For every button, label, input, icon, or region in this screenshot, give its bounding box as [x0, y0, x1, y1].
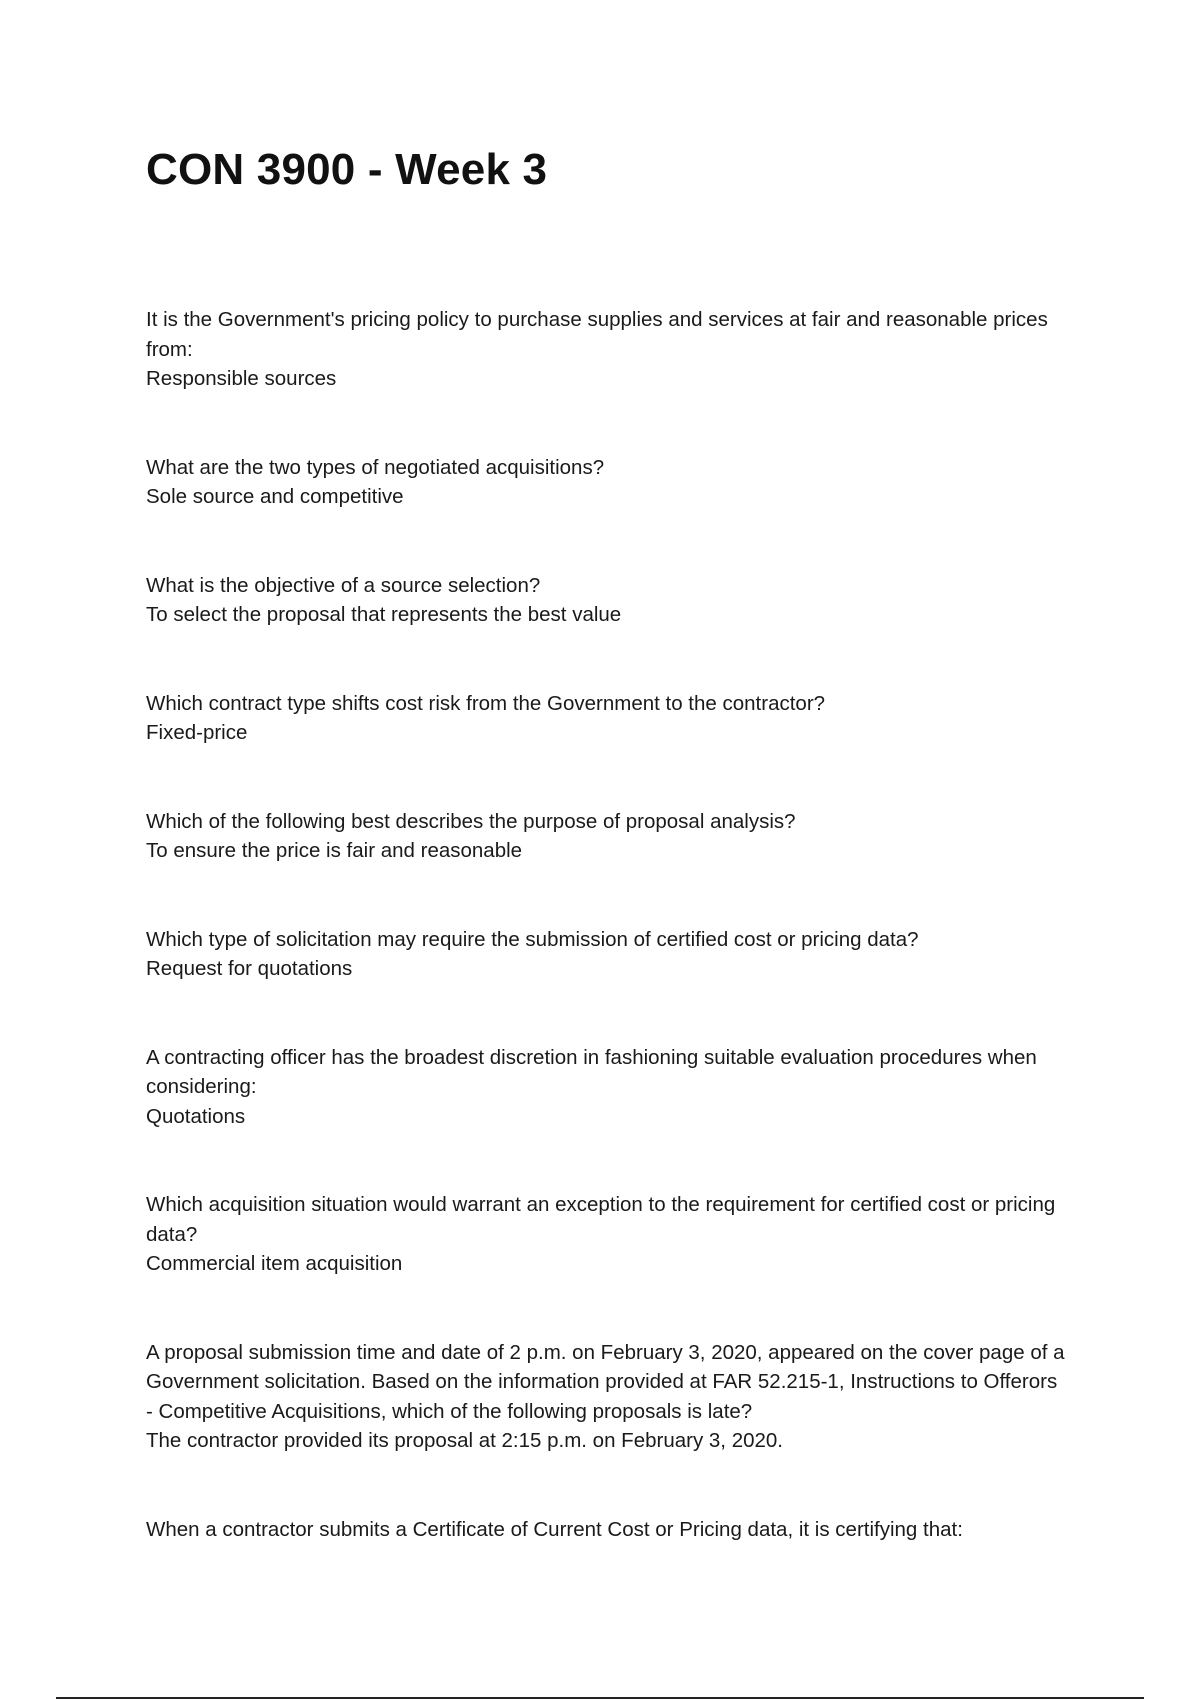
- qa-item: [146, 1515, 1066, 1545]
- answer-text: Commercial item acquisition: [146, 1252, 403, 1275]
- answer-text: Request for quotations: [146, 957, 353, 980]
- question-text: When a contractor submits a Certificate of Current Cost or Pricing data, it is certifying that:: [146, 1517, 963, 1541]
- answer-text: Responsible sources: [146, 367, 337, 390]
- qa-item: [146, 305, 1066, 394]
- question-text: Which acquisition situation would warrant an exception to the requirement for certified cost or pricing data?: [146, 1193, 1056, 1246]
- answer-text: The contractor provided its proposal at 2:15 p.m. on February 3, 2020.: [146, 1429, 783, 1452]
- question-text: What is the objective of a source selection?: [146, 573, 541, 597]
- answer-text: To ensure the price is fair and reasonable: [146, 839, 523, 862]
- qa-item: [146, 807, 1066, 866]
- answer-text: Quotations: [146, 1104, 246, 1128]
- question-text: It is the Government's pricing policy to purchase supplies and services at fair and reasonable prices from:: [146, 308, 1048, 361]
- qa-item: [146, 453, 1066, 512]
- page-title: CON 3900 - Week 3: [146, 145, 548, 194]
- qa-item: [146, 1190, 1066, 1279]
- question-text: Which contract type shifts cost risk from the Government to the contractor?: [146, 691, 826, 715]
- question-text: What are the two types of negotiated acquisitions?: [146, 455, 605, 479]
- question-text: A contracting officer has the broadest discretion in fashioning suitable evaluation procedures when considering:: [146, 1045, 1037, 1098]
- qa-list: [146, 305, 1066, 1603]
- qa-item: [146, 1043, 1066, 1132]
- qa-item: [146, 571, 1066, 630]
- qa-item: [146, 1338, 1066, 1456]
- answer-text: Sole source and competitive: [146, 485, 404, 508]
- answer-text: Fixed-price: [146, 721, 248, 744]
- question-text: Which of the following best describes the purpose of proposal analysis?: [146, 809, 796, 833]
- qa-item: [146, 689, 1066, 748]
- answer-text: To select the proposal that represents the best value: [146, 603, 622, 626]
- question-text: Which type of solicitation may require the submission of certified cost or pricing data?: [146, 927, 919, 951]
- footer-divider: [56, 1697, 1144, 1699]
- question-text: A proposal submission time and date of 2 p.m. on February 3, 2020, appeared on the cover page of a Government solicitation. Based on the information provided at FAR 52.215-1, Instructions to Offerors - Competitive Acquisitions, which of the following proposals is late?: [146, 1340, 1065, 1423]
- qa-item: [146, 925, 1066, 984]
